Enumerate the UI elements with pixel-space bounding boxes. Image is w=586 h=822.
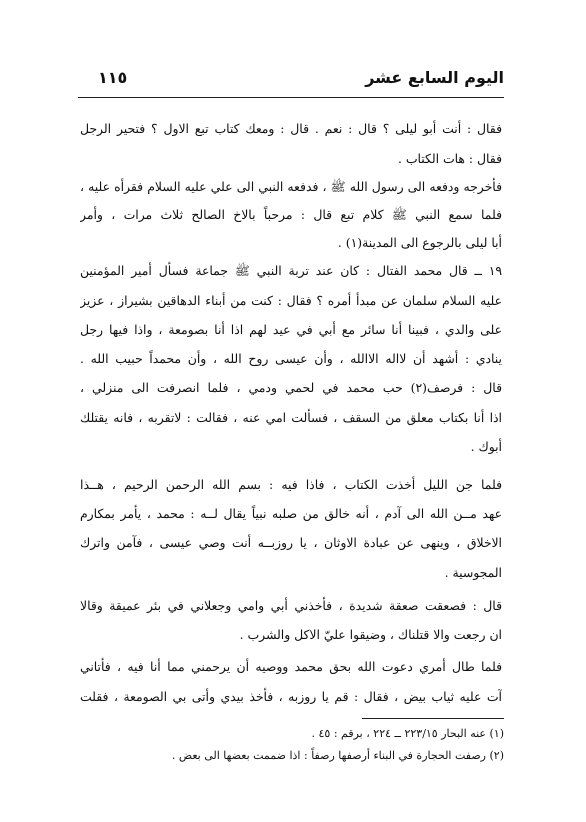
text-line: أبا ليلى بالرجوع الى المدينة(١) . [337,235,502,250]
text-line: فلما جن الليل أخذت الكتاب ، فاذا فيه : بسم الله الرحمن الرحيم ، هــذا [80,477,502,492]
header-rule [78,97,504,98]
text-line: قال : فصعقت صعقة شديدة ، فأخذني أبي وامي وجعلاني في بئر عميقة وقالا [80,598,502,613]
footnote-rule [362,718,504,719]
text-line: آت عليه ثياب بيض ، فقال : قم يا روزبه ، فأخذ بيدي وأتى بي الصومعة ، فقلت [80,689,502,704]
text-line: فأخرجه ودفعه الى رسول الله ﷺ ، فدفعه النبي الى علي عليه السلام فقرأه عليه ، [80,179,502,194]
running-header-title: اليوم السابع عشر [365,68,504,87]
text-line: فقال : أنت أبو ليلى ؟ قال : نعم . قال : ومعك كتاب تبع الاول ؟ فتحير الرجل [80,121,502,136]
page-number: ١١٥ [98,68,128,87]
text-line: اذا أنا بكتاب معلق من السقف ، فسألت امي عنه ، فقالت : لاتقربه ، فانه يقتلك [80,410,502,425]
footnote: (٢) رصفت الحجارة في البناء أرصفها رصفاً : اذا ضممت بعضها الى بعض . [171,749,504,762]
text-line: فلما طال أمري دعوت الله بحق محمد ووصيه أن يرحمني مما أنا فيه ، فأتاني [80,659,502,674]
text-line: ان رجعت والا قتلناك ، وضيقوا عليّ الاكل والشرب . [239,627,502,642]
text-line: ١٩ ــ قال محمد الفتال : كان عند تربة النبي ﷺ جماعة فسأل أمير المؤمنين [80,263,502,278]
text-line: أبوك . [470,439,502,454]
text-line: الاخلاق ، وينهى عن عبادة الاوثان ، يا روزبــه أنت وصي عيسى ، فآمن واترك [80,535,502,550]
text-line: فقال : هات الكتاب . [397,151,502,166]
text-line: عهد مــن الله الى آدم ، أنه خالق من صلبه نبياً يقال لــه : محمد ، يأمر بمكارم [80,506,502,521]
text-line: فلما سمع النبي ﷺ كلام تبع قال : مرحباً بالاخ الصالح ثلاث مرات ، وأمر [80,207,502,222]
text-line: ينادي : أشهد أن لااله الاالله ، وأن عيسى روح الله ، وأن محمداً حبيب الله . [80,351,502,366]
footnote: (١) عنه البحار ٢٢٣/١٥ ــ ٢٢٤ ، برقم : ٤٥ . [311,727,504,740]
text-line: عليه السلام سلمان عن مبدأ أمره ؟ فقال : كنت من أبناء الدهاقين بشيراز ، عزيز [80,293,502,308]
text-line: على والدي ، فبينا أنا سائر مع أبي في عيد لهم اذا أنا بصومعة ، واذا فيها رجل [80,322,502,337]
text-line: المجوسية . [444,565,502,580]
text-line: قال : فرصف(٢) حب محمد في لحمي ودمي ، فلما انصرفت الى منزلي ، [80,380,502,395]
